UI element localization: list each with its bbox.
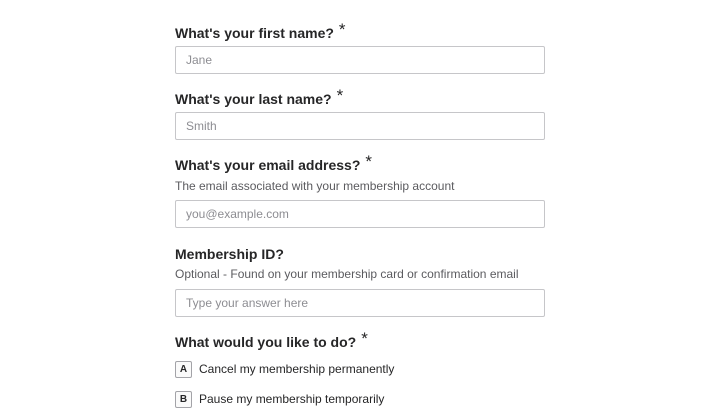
required-asterisk: * (338, 20, 346, 39)
required-asterisk: * (365, 152, 373, 171)
choice-label: Cancel my membership permanently (199, 362, 395, 376)
email-question (175, 152, 373, 174)
membership-id-question (175, 245, 284, 263)
action-label: What would you like to do? (175, 334, 357, 350)
required-asterisk: * (336, 86, 344, 105)
choice-cancel-membership[interactable] (175, 359, 394, 379)
first-name-label: What's your first name? (175, 25, 334, 41)
choice-key-a: A (175, 361, 192, 378)
required-asterisk: * (361, 329, 368, 348)
email-description: The email associated with your membership account (175, 179, 455, 193)
choice-label: Pause my membership temporarily (199, 392, 385, 406)
first-name-input[interactable] (175, 46, 545, 74)
action-question (175, 329, 368, 351)
last-name-question (175, 86, 344, 108)
choice-key-b: B (175, 391, 192, 408)
last-name-input[interactable] (175, 112, 545, 140)
last-name-label: What's your last name? (175, 91, 332, 107)
email-input[interactable] (175, 200, 545, 228)
membership-id-label: Membership ID? (175, 246, 284, 262)
email-label: What's your email address? (175, 157, 361, 173)
first-name-question (175, 20, 346, 42)
membership-id-description: Optional - Found on your membership card or confirmation email (175, 267, 519, 281)
membership-id-input[interactable] (175, 289, 545, 317)
choice-pause-membership[interactable] (175, 389, 384, 409)
